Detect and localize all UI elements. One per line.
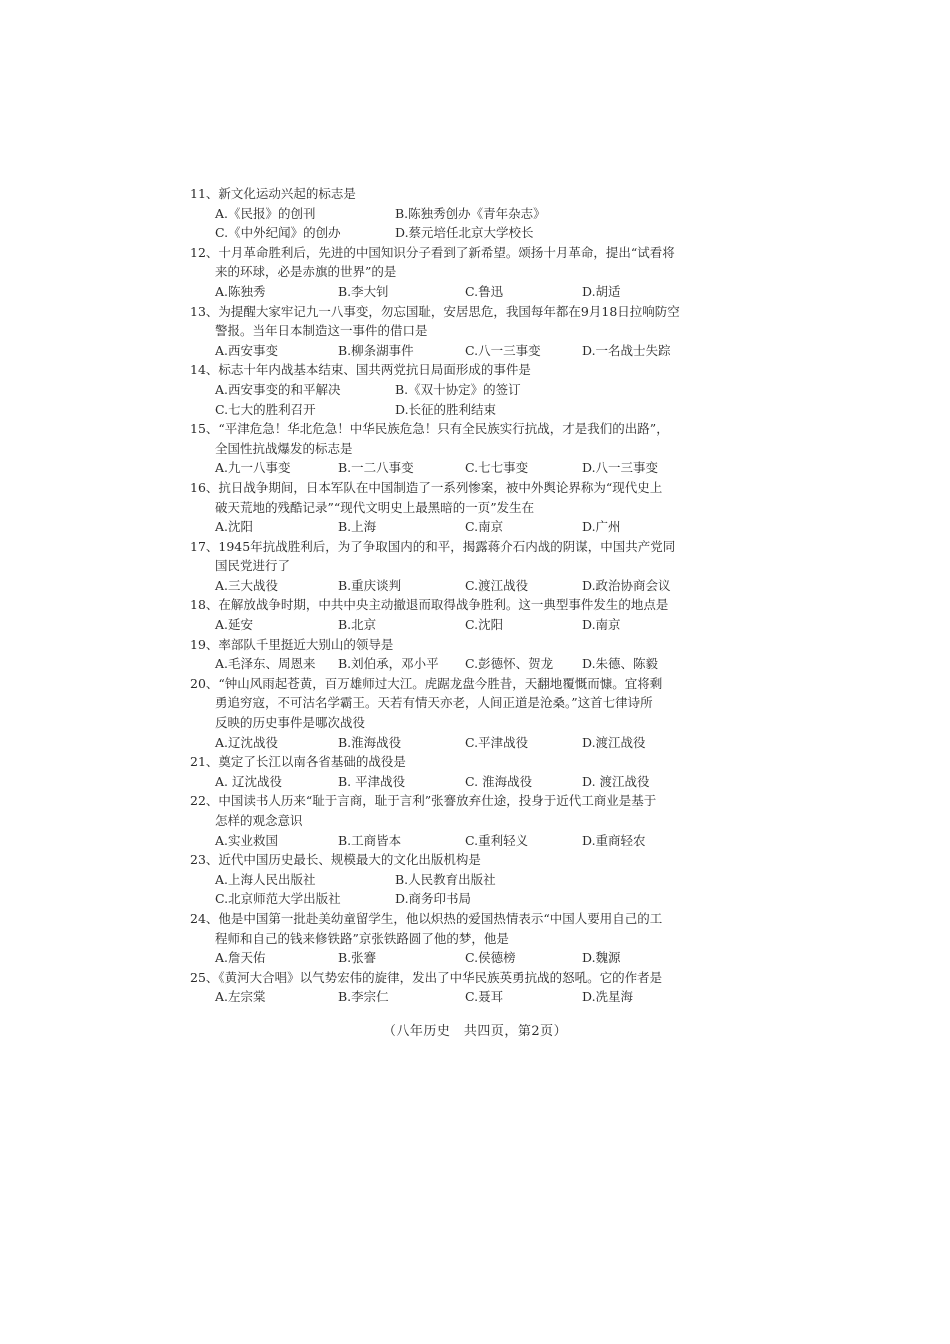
page-footer: （八年历史 共四页，第2页） [382, 1024, 568, 1039]
answer-option: A.上海人民出版社 [215, 871, 316, 887]
answer-option: D.重商轻农 [582, 832, 646, 848]
question-stem: 24、他是中国第一批赴美幼童留学生，他以炽热的爱国热情表示“中国人要用自己的工 [190, 910, 663, 926]
answer-option: D.一名战士失踪 [582, 342, 671, 358]
answer-option: C.沈阳 [465, 617, 504, 633]
options-row [190, 615, 750, 635]
answer-option: B.陈独秀创办《青年杂志》 [395, 205, 546, 221]
answer-option: D.魏源 [582, 950, 621, 966]
options-row [190, 831, 750, 851]
options-row [190, 948, 750, 968]
answer-option: D.蔡元培任北京大学校长 [395, 225, 534, 241]
options-row [190, 400, 750, 420]
answer-option: C.鲁迅 [465, 283, 504, 299]
answer-option: C.平津战役 [465, 734, 529, 750]
question-stem: 12、十月革命胜利后，先进的中国知识分子看到了新希望。颂扬十月革命，提出“试看将 [190, 244, 675, 260]
answer-option: A.陈独秀 [215, 283, 266, 299]
question-stem-continued: 反映的历史事件是哪次战役 [215, 715, 366, 731]
question-stem: 20、“钟山风雨起苍黄，百万雄师过大江。虎踞龙盘今胜昔，天翻地覆慨而慷。宜将剩 [190, 675, 663, 691]
answer-option: B.上海 [338, 519, 377, 535]
options-row [190, 204, 750, 224]
answer-option: B.工商皆本 [338, 832, 402, 848]
question-stem-continued: 警报。当年日本制造这一事件的借口是 [215, 323, 428, 339]
question-13 [190, 302, 750, 361]
options-row [190, 772, 750, 792]
answer-option: C.渡江战役 [465, 577, 529, 593]
answer-option: D.商务印书局 [395, 891, 472, 907]
answer-option: D.冼星海 [582, 989, 634, 1005]
options-row [190, 458, 750, 478]
answer-option: A. 辽沈战役 [215, 773, 282, 789]
question-15 [190, 419, 750, 478]
answer-option: B. 平津战役 [338, 773, 406, 789]
question-stem: 14、标志十年内战基本结束、国共两党抗日局面形成的事件是 [190, 362, 531, 378]
answer-option: D.广州 [582, 519, 621, 535]
question-stem-continued: 程师和自己的钱来修铁路”京张铁路圆了他的梦，他是 [215, 930, 509, 946]
question-24 [190, 909, 750, 968]
answer-option: B.李大钊 [338, 283, 389, 299]
answer-option: C.南京 [465, 519, 504, 535]
answer-option: C.八一三事变 [465, 342, 541, 358]
question-stem-continued: 来的环球，必是赤旗的世界”的是 [215, 264, 397, 280]
answer-option: C. 淮海战役 [465, 773, 533, 789]
answer-option: A.詹天佑 [215, 950, 266, 966]
answer-option: A.毛泽东、周恩来 [215, 656, 316, 672]
answer-option: A.《民报》的创刊 [215, 205, 316, 221]
answer-option: D. 渡江战役 [582, 773, 650, 789]
answer-option: C.北京师范大学出版社 [215, 891, 341, 907]
question-stem: 15、“平津危急！华北危急！中华民族危急！只有全民族实行抗战，才是我们的出路”， [190, 421, 669, 437]
question-20 [190, 674, 750, 752]
question-18 [190, 595, 750, 634]
answer-option: C.聂耳 [465, 989, 504, 1005]
answer-option: A.西安事变 [215, 342, 279, 358]
question-21 [190, 752, 750, 791]
options-row [190, 870, 750, 890]
options-row [190, 889, 750, 909]
answer-option: B.柳条湖事件 [338, 342, 414, 358]
question-11 [190, 184, 750, 243]
options-row [190, 223, 750, 243]
answer-option: B.《双十协定》的签订 [395, 381, 521, 397]
options-row [190, 517, 750, 537]
answer-option: B.淮海战役 [338, 734, 402, 750]
question-stem: 18、在解放战争时期，中共中央主动撤退而取得战争胜利。这一典型事件发生的地点是 [190, 597, 669, 613]
answer-option: A.实业救国 [215, 832, 279, 848]
answer-option: B.北京 [338, 617, 377, 633]
answer-option: A.九一八事变 [215, 460, 291, 476]
question-stem-continued: 破天荒地的残酷记录”“现代文明史上最黑暗的一页”发生在 [215, 499, 535, 515]
answer-option: B.重庆谈判 [338, 577, 402, 593]
answer-option: B.人民教育出版社 [395, 871, 496, 887]
question-stem-continued: 国民党进行了 [215, 558, 291, 574]
answer-option: A.左宗棠 [215, 989, 266, 1005]
answer-option: B.张謇 [338, 950, 377, 966]
question-19 [190, 635, 750, 674]
question-stem: 25、《黄河大合唱》以气势宏伟的旋律，发出了中华民族英勇抗战的怒吼。它的作者是 [190, 969, 663, 985]
answer-option: C.侯德榜 [465, 950, 516, 966]
question-stem: 19、率部队千里挺近大别山的领导是 [190, 636, 394, 652]
question-23 [190, 850, 750, 909]
question-25 [190, 968, 750, 1007]
question-stem: 17、1945年抗战胜利后，为了争取国内的和平，揭露蒋介石内战的阴谋，中国共产党同 [190, 538, 676, 554]
answer-option: D.渡江战役 [582, 734, 646, 750]
question-stem-continued: 勇追穷寇，不可沽名学霸王。天若有情天亦老，人间正道是沧桑。”这首七律诗所 [215, 695, 653, 711]
question-22 [190, 791, 750, 850]
question-list [190, 184, 750, 1007]
question-17 [190, 537, 750, 596]
answer-option: A.三大战役 [215, 577, 279, 593]
answer-option: A.辽沈战役 [215, 734, 279, 750]
question-stem: 22、中国读书人历来“耻于言商，耻于言利”张謇放弃仕途，投身于近代工商业是基于 [190, 793, 657, 809]
question-16 [190, 478, 750, 537]
answer-option: C.《中外纪闻》的创办 [215, 225, 341, 241]
options-row [190, 282, 750, 302]
answer-option: C.重利轻义 [465, 832, 529, 848]
question-stem-continued: 全国性抗战爆发的标志是 [215, 440, 353, 456]
answer-option: B.刘伯承，邓小平 [338, 656, 439, 672]
options-row [190, 341, 750, 361]
question-14 [190, 360, 750, 419]
answer-option: D.八一三事变 [582, 460, 659, 476]
question-stem: 16、抗日战争期间，日本军队在中国制造了一系列惨案，被中外舆论界称为“现代史上 [190, 479, 663, 495]
options-row [190, 654, 750, 674]
answer-option: A.沈阳 [215, 519, 254, 535]
options-row [190, 380, 750, 400]
answer-option: B.一二八事变 [338, 460, 414, 476]
question-stem-continued: 怎样的观念意识 [215, 813, 303, 828]
answer-option: D.朱德、陈毅 [582, 656, 659, 672]
options-row [190, 987, 750, 1007]
answer-option: D.政治协商会议 [582, 577, 671, 593]
question-stem: 13、为提醒大家牢记九一八事变，勿忘国耻，安居思危，我国每年都在9月18日拉响防空 [190, 303, 680, 319]
answer-option: A.西安事变的和平解决 [215, 381, 341, 397]
answer-option: D.长征的胜利结束 [395, 401, 497, 417]
answer-option: D.南京 [582, 617, 621, 633]
options-row [190, 576, 750, 596]
answer-option: C.彭德怀、贺龙 [465, 656, 554, 672]
question-stem: 21、奠定了长江以南各省基础的战役是 [190, 754, 406, 770]
answer-option: B.李宗仁 [338, 989, 389, 1005]
question-stem: 11、新文化运动兴起的标志是 [190, 186, 356, 201]
answer-option: D.胡适 [582, 283, 621, 299]
answer-option: A.延安 [215, 617, 254, 633]
answer-option: C.七大的胜利召开 [215, 401, 316, 417]
question-12 [190, 243, 750, 302]
question-stem: 23、近代中国历史最长、规模最大的文化出版机构是 [190, 852, 481, 868]
options-row [190, 733, 750, 753]
answer-option: C.七七事变 [465, 460, 529, 476]
